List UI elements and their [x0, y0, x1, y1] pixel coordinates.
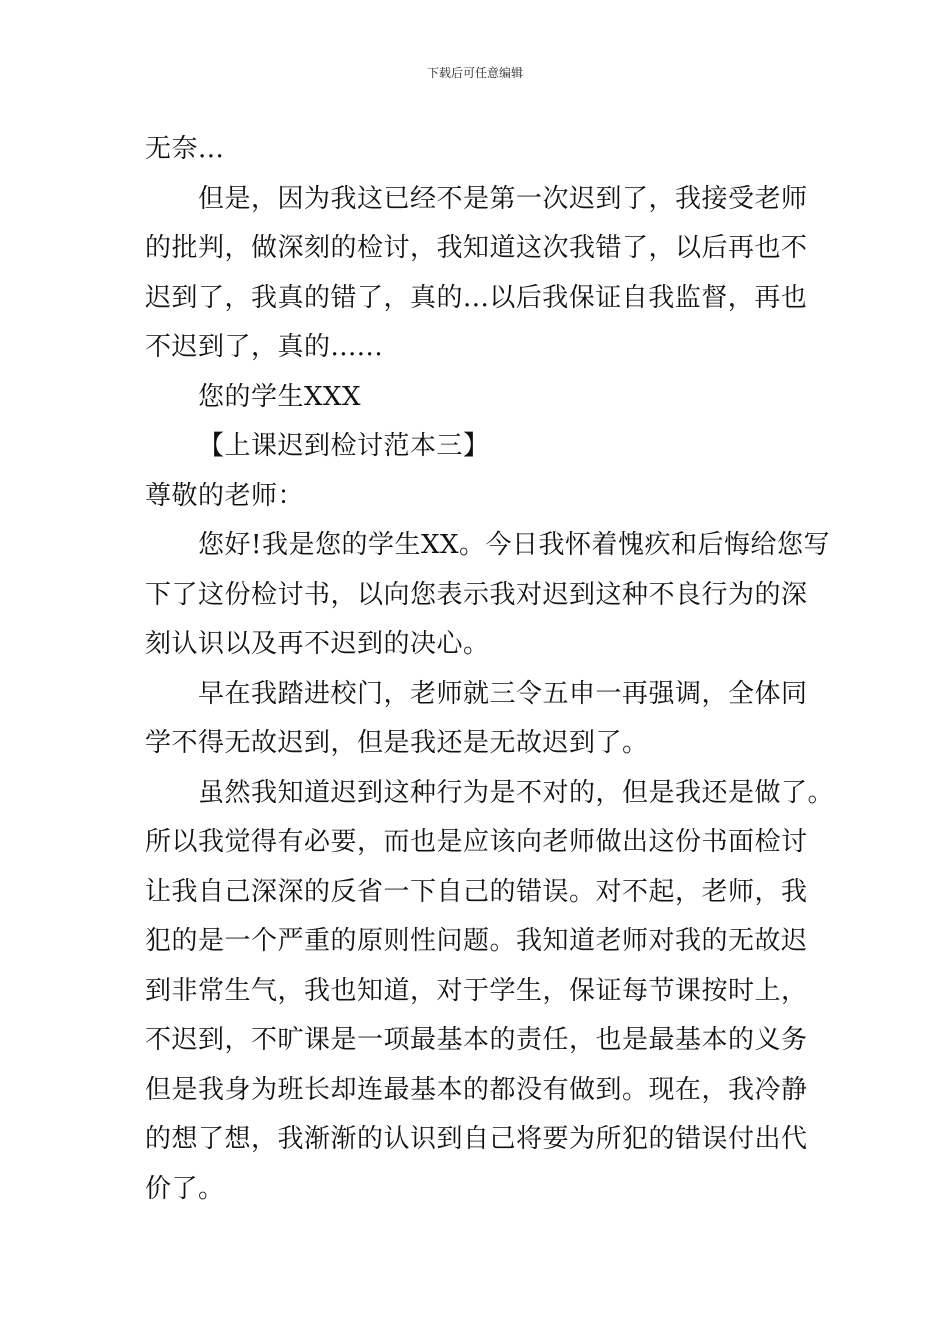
page-header-note: 下载后可任意编辑	[426, 66, 523, 80]
signature-line: 您的学生XXX	[198, 381, 362, 412]
text-line: 无奈...	[145, 134, 225, 164]
text-line: 犯的是一个严重的原则性问题。我知道老师对我的无故迟	[145, 926, 808, 956]
text-line: 学不得无故迟到，但是我还是无故迟到了。	[145, 728, 649, 758]
text-line: 您好!我是您的学生XX。今日我怀着愧疚和后悔给您写	[198, 530, 830, 560]
text-line: 价了。	[145, 1173, 225, 1204]
text-line: 不迟到了，真的......	[145, 332, 384, 362]
text-line: 下了这份检讨书，以向您表示我对迟到这种不良行为的深	[145, 579, 808, 610]
text-line: 让我自己深深的反省一下自己的错误。对不起，老师，我	[145, 876, 808, 907]
text-line: 到非常生气，我也知道，对于学生，保证每节课按时上，	[145, 975, 808, 1006]
text-line: 的想了想，我渐渐的认识到自己将要为所犯的错误付出代	[145, 1124, 808, 1154]
text-line: 早在我踏进校门，老师就三令五申一再强调，全体同	[198, 678, 808, 709]
text-line: 刻认识以及再不迟到的决心。	[145, 629, 490, 659]
text-line: 不迟到，不旷课是一项最基本的责任，也是最基本的义务	[145, 1025, 808, 1055]
text-line: 但是，因为我这已经不是第一次迟到了，我接受老师	[198, 183, 808, 214]
section-heading: 【上课迟到检讨范本三】	[198, 431, 490, 461]
text-line: 虽然我知道迟到这种行为是不对的，但是我还是做了。	[198, 777, 835, 808]
document-body	[145, 125, 835, 1214]
text-line: 的批判，做深刻的检讨，我知道这次我错了，以后再也不	[145, 233, 808, 263]
text-line: 但是我身为班长却连最基本的都没有做到。现在，我冷静	[145, 1074, 808, 1105]
text-line: 迟到了，我真的错了，真的...以后我保证自我监督，再也	[145, 282, 808, 313]
salutation: 尊敬的老师：	[145, 480, 305, 511]
text-line: 所以我觉得有必要，而也是应该向老师做出这份书面检讨	[145, 827, 808, 857]
